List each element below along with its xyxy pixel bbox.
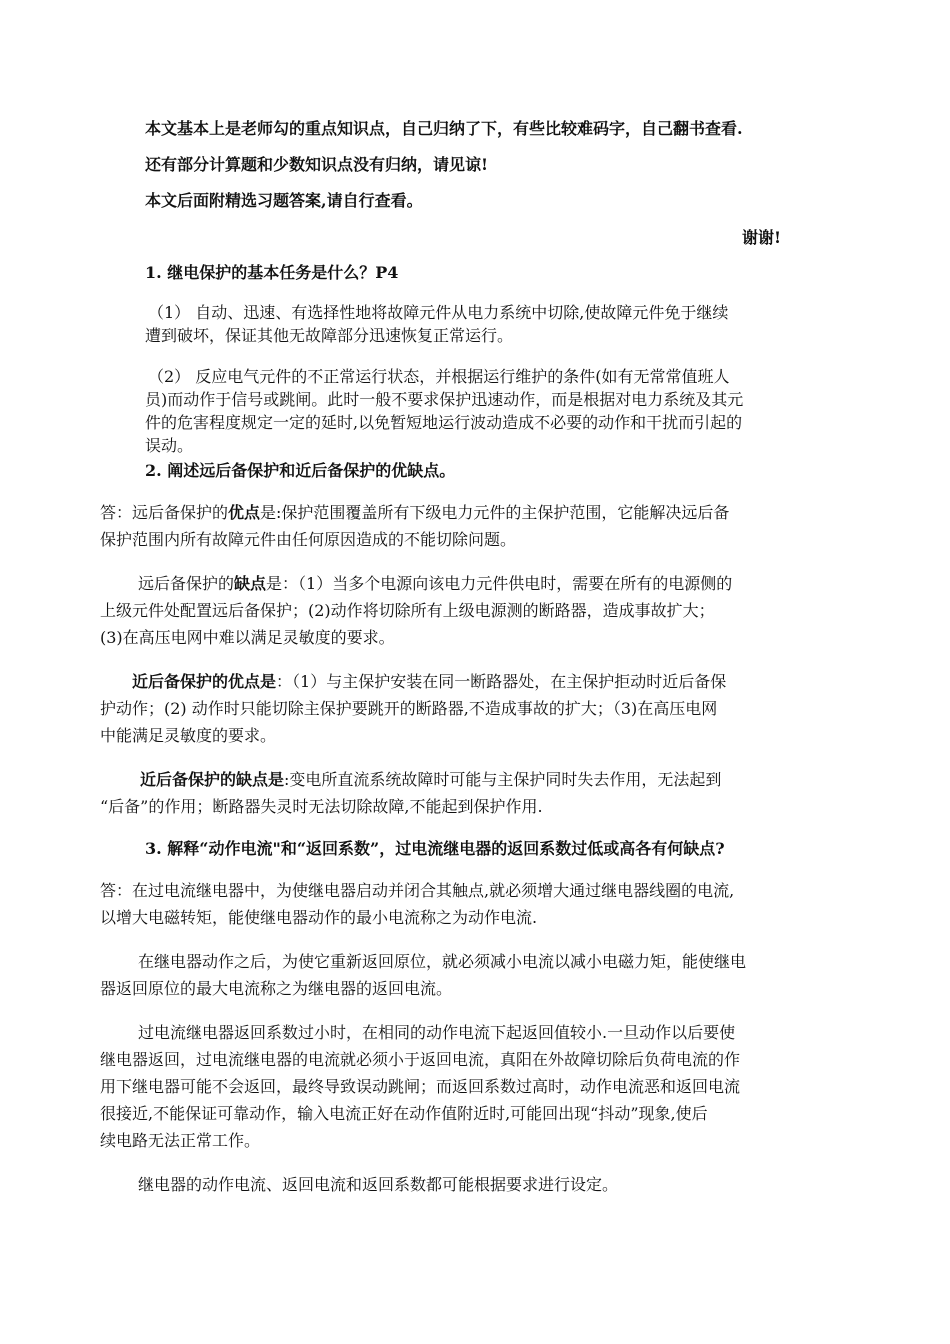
q3-a3-line: 用下继电器可能不会返回，最终导致误动跳闸；而返回系数过高时，动作电流恶和返回电流 [100, 1077, 741, 1096]
q2-a3-keyword: 近后备保护的优点是 [132, 672, 277, 691]
q3-a3-line: 续电路无法正常工作。 [100, 1131, 261, 1150]
q2-a1-rest: 是:保护范围覆盖所有下级电力元件的主保护范围，它能解决远后备 [260, 503, 730, 522]
q1-p2-line: 员)而动作于信号或跳闸。此时一般不要求保护迅速动作，而是根据对电力系统及其元 [145, 390, 744, 409]
q3-a2-line: 器返回原位的最大电流称之为继电器的返回电流。 [100, 979, 453, 998]
q3-title: 3. 解释“动作电流"和“返回系数”，过电流继电器的返回系数过低或高各有何缺点? [145, 839, 725, 858]
q3-a3-line: 继电器返回，过电流继电器的电流就必须小于返回电流，真阳在外故障切除后负荷电流的作 [100, 1050, 741, 1069]
q2-a2-rest: 是：（1）当多个电源向该电力元件供电时，需要在所有的电源侧的 [266, 574, 733, 593]
q1-p1-line: 遭到破坏，保证其他无故障部分迅速恢复正常运行。 [145, 326, 514, 345]
q2-a2-prefix: 远后备保护的 [138, 574, 235, 593]
q3-a4-line: 继电器的动作电流、返回电流和返回系数都可能根据要求进行设定。 [138, 1175, 619, 1194]
q2-a4-rest: :变电所直流系统故障时可能与主保护同时失去作用，无法起到 [284, 770, 722, 789]
q3-a1-line: 答：在过电流继电器中，为使继电器启动并闭合其触点,就必须增大通过继电器线圈的电流, [100, 881, 735, 900]
thanks-text: 谢谢! [742, 228, 782, 247]
q2-a4-line: “后备”的作用；断路器失灵时无法切除故障,不能起到保护作用. [100, 797, 543, 816]
q2-a3-line: 护动作；(2) 动作时只能切除主保护要跳开的断路器,不造成事故的扩大；（3)在高压电网 [100, 699, 718, 718]
q2-a3-line [132, 671, 726, 693]
q2-a4-keyword: 近后备保护的缺点是 [140, 770, 285, 789]
q2-a2-line [138, 573, 732, 595]
q2-a3-rest: ：（1）与主保护安装在同一断路器处，在主保护拒动时近后备保 [276, 672, 727, 691]
q1-p2-line: 件的危害程度规定一定的延时,以免暂短地运行波动造成不必要的动作和干扰而引起的 [145, 413, 743, 432]
intro-line-3: 本文后面附精选习题答案,请自行查看。 [145, 191, 423, 210]
q1-p2-line: 误动。 [145, 436, 194, 455]
q3-a3-line: 很接近,不能保证可靠动作，输入电流正好在动作值附近时,可能回出现“抖动”现象,使后 [100, 1104, 708, 1123]
q2-a2-keyword: 缺点 [234, 574, 267, 593]
q2-a1-line: 保护范围内所有故障元件由任何原因造成的不能切除问题。 [100, 530, 517, 549]
q3-a2-line: 在继电器动作之后，为使它重新返回原位，就必须减小电流以减小电磁力矩，能使继电 [138, 952, 747, 971]
q1-p1-line: （1） 自动、迅速、有选择性地将故障元件从电力系统中切除,使故障元件免于继续 [148, 303, 729, 322]
q2-a2-line: (3)在高压电网中难以满足灵敏度的要求。 [100, 628, 395, 647]
q2-a1-prefix: 答：远后备保护的 [100, 503, 229, 522]
q1-p2-line: （2） 反应电气元件的不正常运行状态，并根据运行维护的条件(如有无常常值班人 [148, 367, 730, 386]
q2-title: 2. 阐述远后备保护和近后备保护的优缺点。 [145, 461, 456, 480]
q2-a1-keyword: 优点 [228, 503, 261, 522]
q3-a1-line: 以增大电磁转矩，能使继电器动作的最小电流称之为动作电流. [100, 908, 538, 927]
q3-a3-line: 过电流继电器返回系数过小时，在相同的动作电流下起返回值较小.一旦动作以后要使 [138, 1023, 736, 1042]
q2-a2-line: 上级元件处配置远后备保护；(2)动作将切除所有上级电源测的断路器，造成事故扩大； [100, 601, 715, 620]
q2-a1-line [100, 502, 729, 524]
intro-line-1: 本文基本上是老师勾的重点知识点，自己归纳了下，有些比较难码字，自己翻书查看. [145, 119, 743, 138]
intro-line-2: 还有部分计算题和少数知识点没有归纳，请见谅! [145, 155, 489, 174]
q2-a3-line: 中能满足灵敏度的要求。 [100, 726, 277, 745]
q1-title: 1. 继电保护的基本任务是什么？P4 [145, 263, 399, 282]
q2-a4-line [140, 769, 721, 791]
